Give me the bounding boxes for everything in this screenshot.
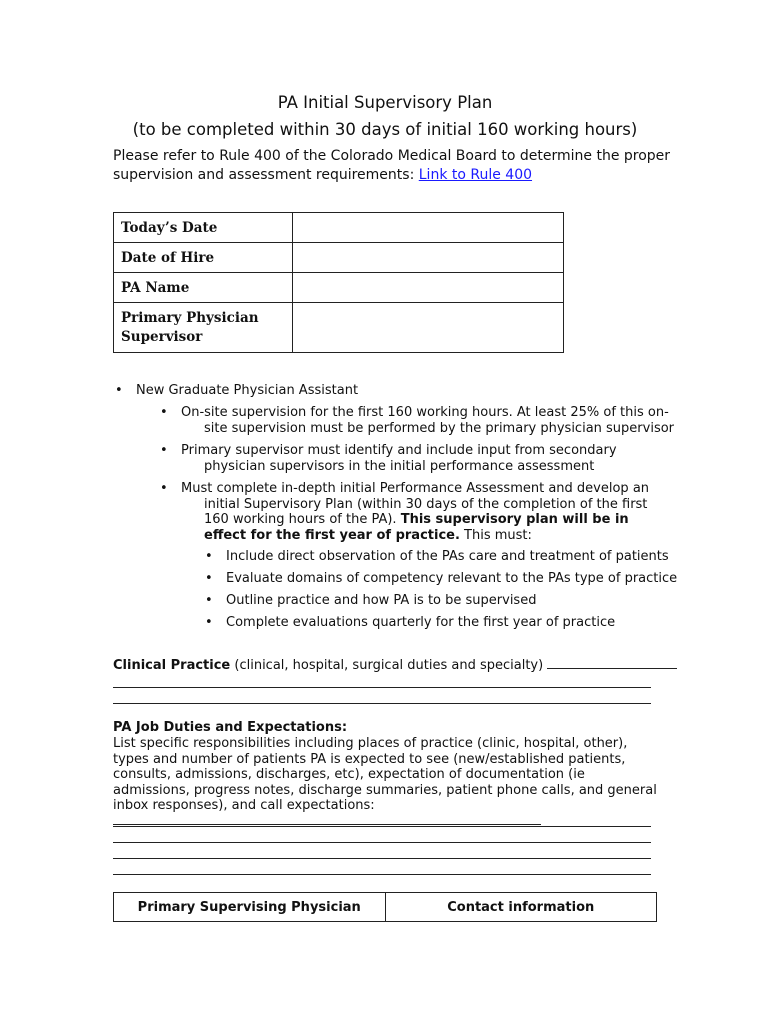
todays-date-label: Today’s Date (114, 213, 293, 243)
third-bullet-suffix: This must: (459, 527, 532, 543)
primary-supervising-physician-header: Primary Supervising Physician (114, 893, 386, 922)
table-row (114, 273, 564, 303)
table-row (114, 893, 657, 922)
sub-bullet-onsite-supervision: On-site supervision for the first 160 working hours. At least 25% of this on-site supervision must be performed by the primary physician supervisor (181, 405, 675, 436)
call-expectations-blank[interactable] (113, 824, 541, 825)
table-row (114, 243, 564, 273)
intro-paragraph (113, 147, 673, 185)
primary-physician-supervisor-label: Primary Physician Supervisor (114, 303, 293, 353)
contact-information-header: Contact information (385, 893, 657, 922)
clinical-practice-line (113, 658, 658, 674)
third-bullet-text: Must complete in-depth initial Performance Assessment and develop an initial Supervisory Plan (within 30 days of the completion of the first 160 working hours of the PA). (181, 481, 650, 527)
must-item: Evaluate domains of competency relevant to the PAs type of practice (226, 571, 678, 586)
must-item: Complete evaluations quarterly for the first year of practice (226, 615, 616, 630)
pa-name-field[interactable] (292, 273, 563, 303)
date-of-hire-label: Date of Hire (114, 243, 293, 273)
job-duties-line-input[interactable] (113, 826, 651, 827)
bullet-icon: • (115, 383, 123, 398)
bullet-icon: • (205, 549, 213, 564)
job-duties-text: List specific responsibilities including places of practice (clinic, hospital, other), types and number of patients PA is expected to see (new/established patients, consults, admissions, discharges, etc), expectation of documentation (ie admissions, progress notes, discharge summaries, patient phone calls, and general inbox responses), and call expectations: (113, 736, 657, 813)
intro-text: Please refer to Rule 400 of the Colorado Medical Board to determine the proper supervision and assessment requirements: (113, 148, 671, 183)
sub-bullet-secondary-supervisors: Primary supervisor must identify and include input from secondary physician supervisors in the initial performance assessment (181, 443, 617, 474)
bullet-icon: • (160, 481, 168, 496)
bullet-icon: • (160, 405, 168, 420)
bullet-icon: • (160, 443, 168, 458)
pa-name-label: PA Name (114, 273, 293, 303)
todays-date-field[interactable] (292, 213, 563, 243)
job-duties-line-input[interactable] (113, 842, 651, 843)
bullet-icon: • (205, 593, 213, 608)
bullet-icon: • (205, 571, 213, 586)
must-item: Outline practice and how PA is to be supervised (226, 593, 537, 608)
main-bullet-text: New Graduate Physician Assistant (136, 383, 359, 398)
job-duties-line-input[interactable] (113, 858, 651, 859)
date-of-hire-field[interactable] (292, 243, 563, 273)
job-duties-description (113, 736, 661, 829)
third-bullet-bold-text: This supervisory plan will be in effect for the first year of practice. (204, 512, 629, 543)
page-title: PA Initial Supervisory Plan (277, 93, 493, 112)
table-row (114, 303, 564, 353)
clinical-practice-blank[interactable] (547, 668, 677, 669)
must-item: Include direct observation of the PAs care and treatment of patients (226, 549, 669, 564)
info-table (113, 212, 564, 353)
job-duties-line-input[interactable] (113, 874, 651, 875)
page-subtitle: (to be completed within 30 days of initial 160 working hours) (132, 120, 638, 139)
sub-bullet-performance-assessment (181, 481, 674, 543)
clinical-practice-label: Clinical Practice (113, 658, 231, 673)
contact-table (113, 892, 657, 922)
table-row (114, 213, 564, 243)
rule-400-link[interactable]: Link to Rule 400 (418, 167, 533, 183)
clinical-practice-line-input[interactable] (113, 687, 651, 688)
clinical-practice-line-input[interactable] (113, 703, 651, 704)
primary-physician-supervisor-field[interactable] (292, 303, 563, 353)
clinical-practice-description: (clinical, hospital, surgical duties and specialty) (230, 658, 548, 673)
job-duties-heading: PA Job Duties and Expectations: (113, 720, 348, 735)
bullet-icon: • (205, 615, 213, 630)
